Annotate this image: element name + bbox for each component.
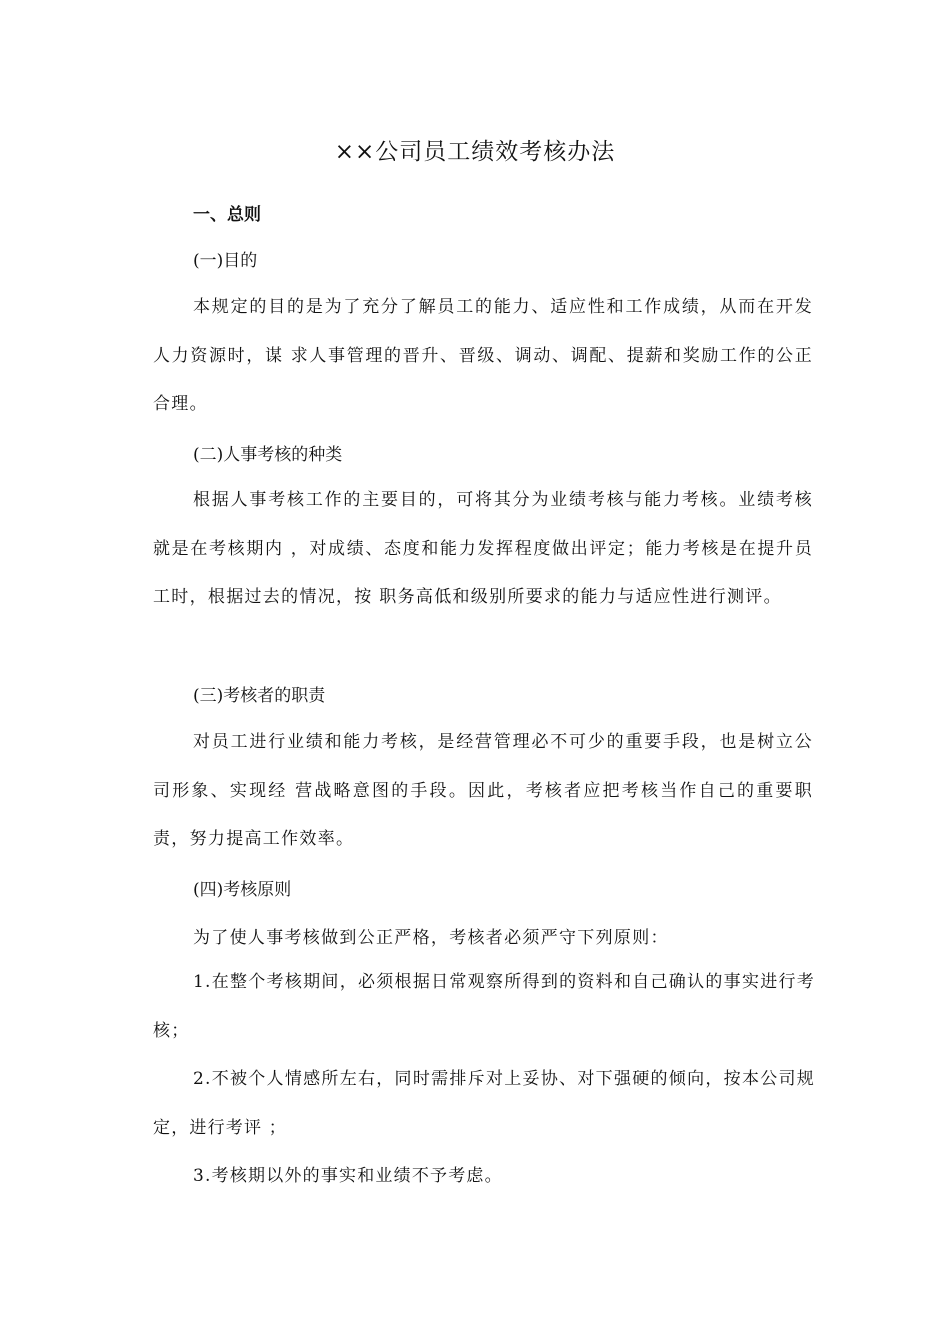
principle-item-3: 3.考核期以外的事实和业绩不予考虑。	[193, 1166, 503, 1186]
paragraph-purpose: 本规定的目的是为了充分了解员工的能力、适应性和工作成绩，从而在开发人力资源时，谋 求人事管理的晋升、晋级、调动、调配、提薪和奖励工作的公正合理。	[153, 297, 813, 414]
principle-item-1: 1.在整个考核期间，必须根据日常观察所得到的资料和自己确认的事实进行考核；	[153, 972, 815, 1041]
paragraph-principles-intro: 为了使人事考核做到公正严格，考核者必须严守下列原则：	[193, 928, 669, 948]
paragraph-appraiser-duties: 对员工进行业绩和能力考核，是经营管理必不可少的重要手段，也是树立公司形象、实现经 营战略意图的手段。因此，考核者应把考核当作自己的重要职责，努力提高工作效率。	[153, 732, 813, 849]
subheading-appraisal-types: (二)人事考核的种类	[193, 445, 343, 465]
principle-item-2: 2.不被个人情感所左右，同时需排斥对上妥协、对下强硬的倾向，按本公司规定，进行考评 ；	[153, 1069, 815, 1138]
document-title: ××公司员工绩效考核办法	[334, 139, 616, 165]
paragraph-appraisal-types: 根据人事考核工作的主要目的，可将其分为业绩考核与能力考核。业绩考核就是在考核期内 ，对成绩、态度和能力发挥程度做出评定；能力考核是在提升员工时，根据过去的情况，按 职务高低和级别所要求的能力与适应性进行测评。	[153, 490, 813, 607]
section-heading-general: 一、总则	[193, 205, 261, 225]
subheading-principles: (四)考核原则	[193, 880, 292, 900]
subheading-appraiser-duties: (三)考核者的职责	[193, 686, 326, 706]
subheading-purpose: (一)目的	[193, 251, 258, 271]
